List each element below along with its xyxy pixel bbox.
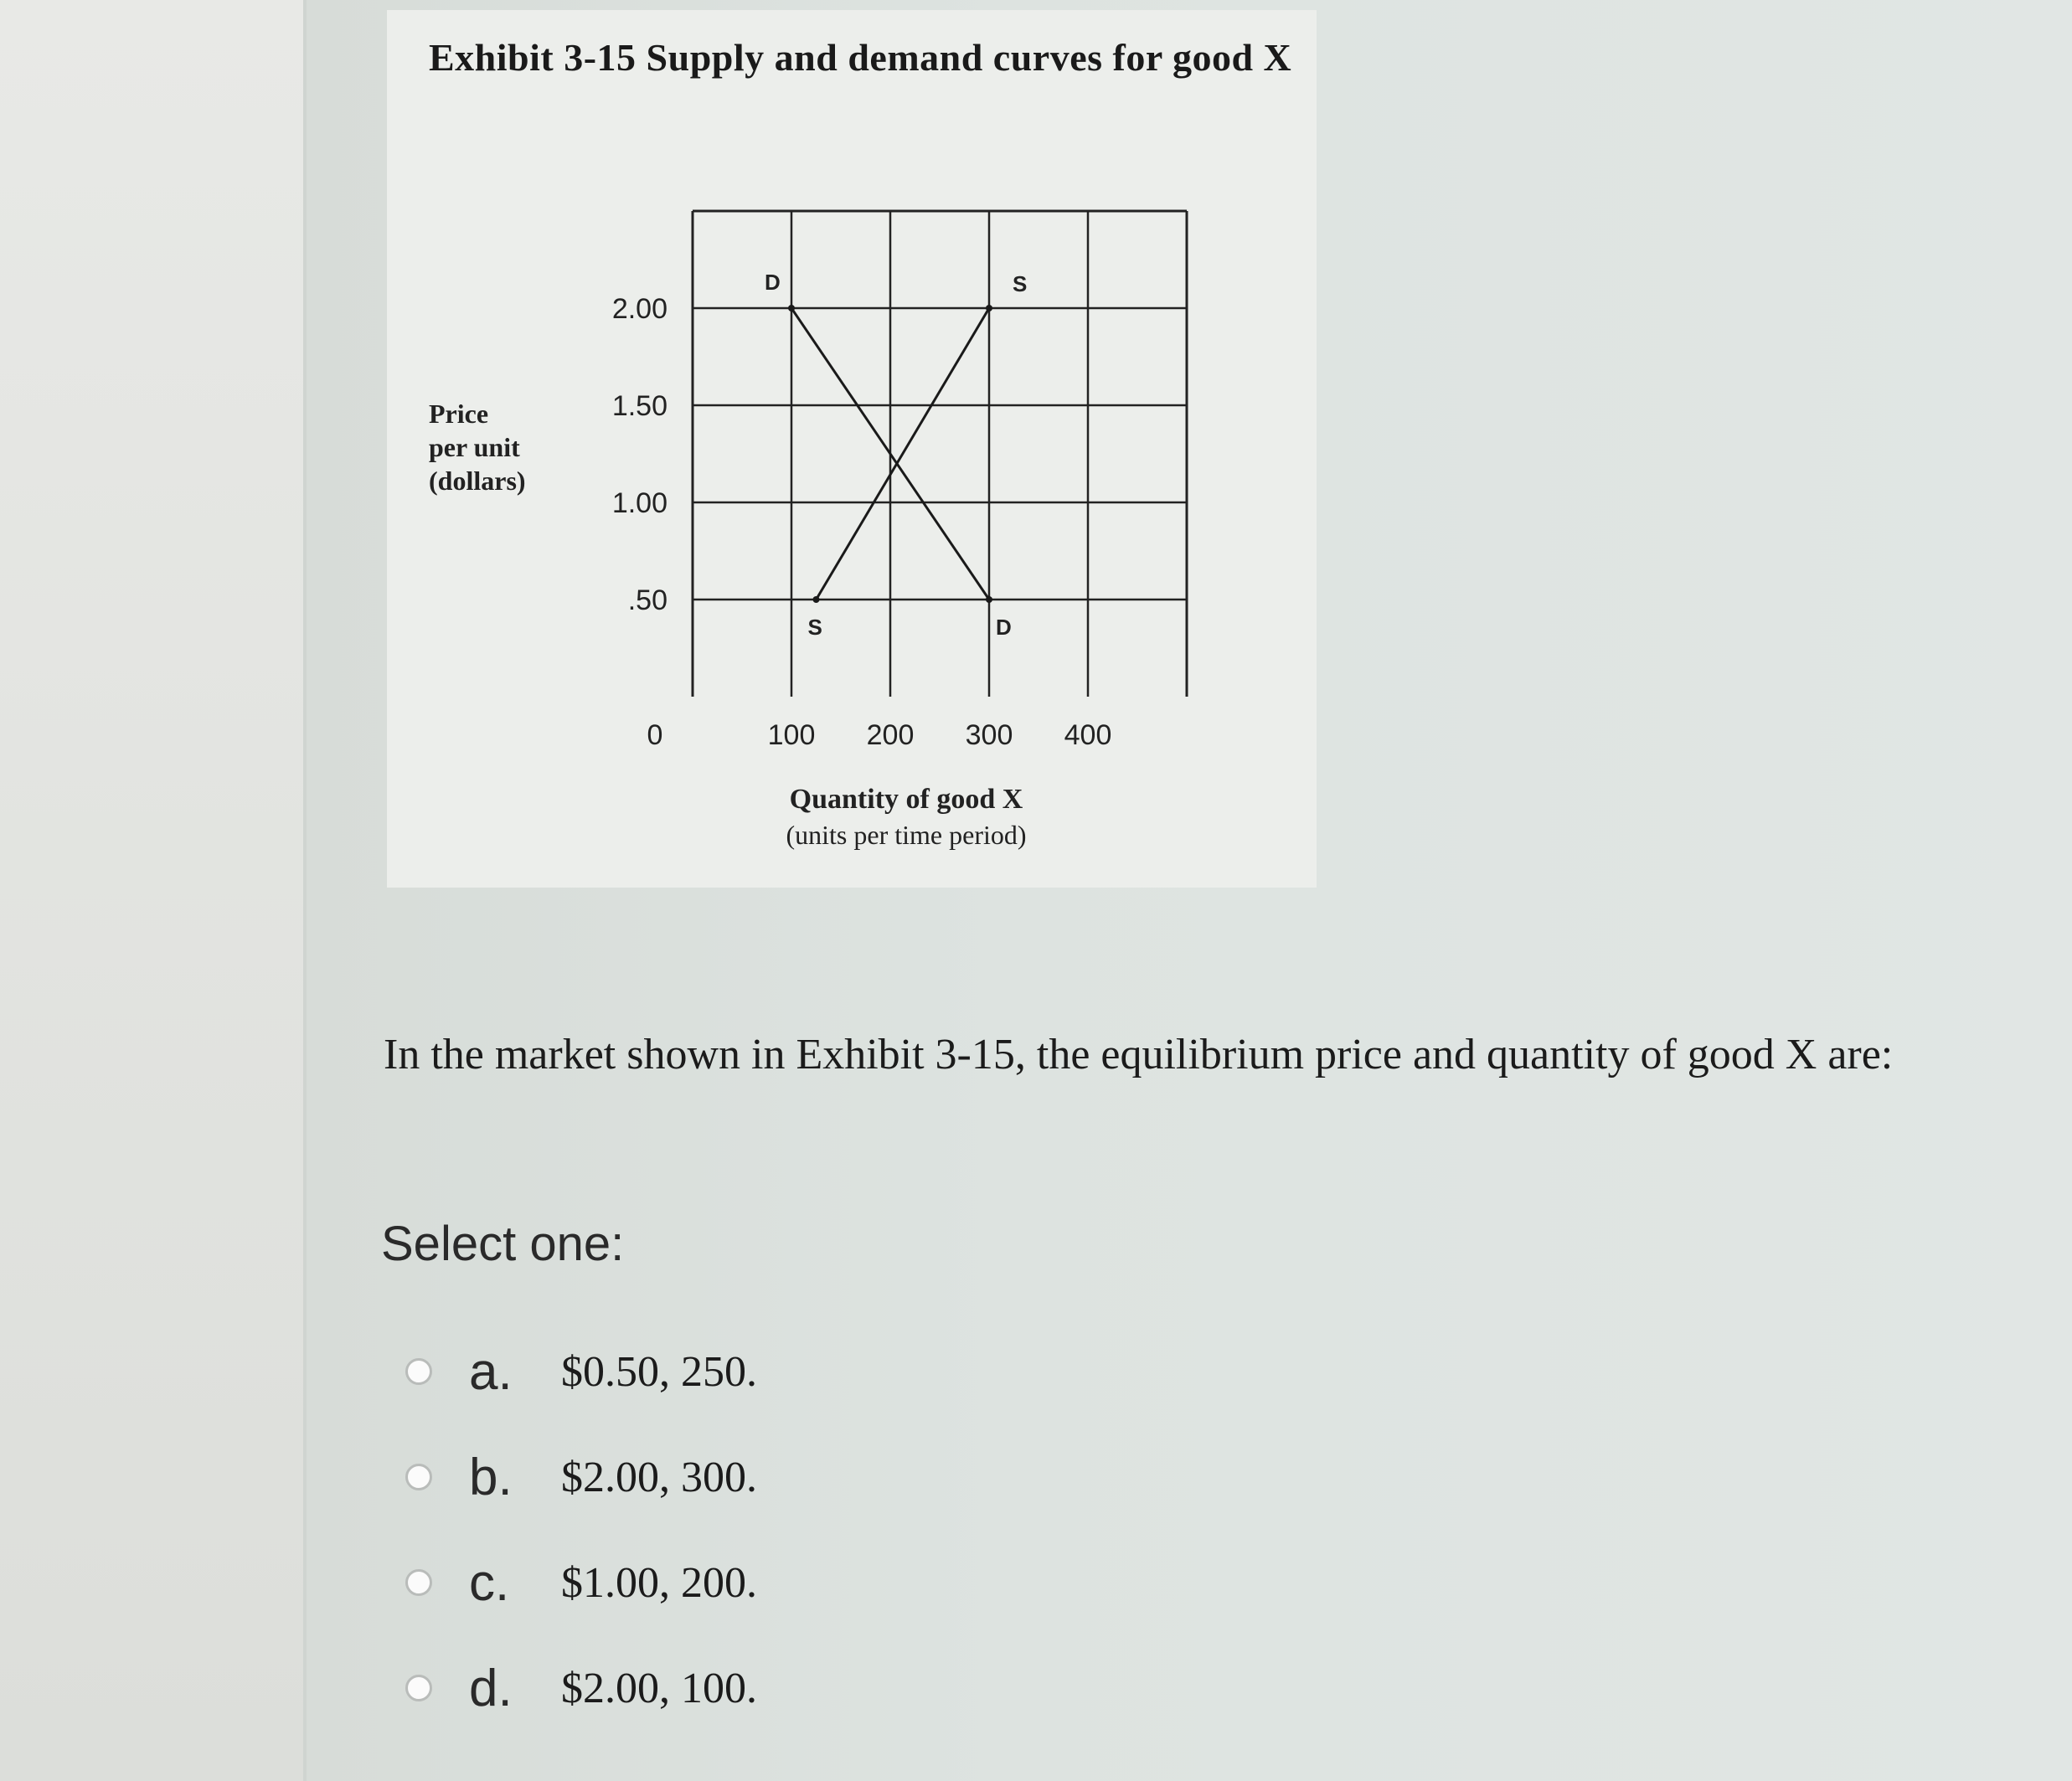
- supply-demand-chart: [387, 10, 1317, 888]
- radio-button[interactable]: [405, 1358, 432, 1385]
- radio-button[interactable]: [405, 1569, 432, 1596]
- curve-endpoint: [813, 596, 820, 603]
- answer-option-d[interactable]: [405, 1655, 757, 1722]
- exhibit-title: Exhibit 3-15 Supply and demand curves for good X: [429, 36, 1292, 79]
- x-tick-label: 300: [965, 719, 1013, 751]
- option-text: $2.00, 300.: [561, 1453, 757, 1501]
- curve-label-s: S: [1013, 271, 1028, 296]
- curve-endpoint: [788, 305, 795, 311]
- option-letter: d.: [469, 1659, 513, 1717]
- answer-option-a[interactable]: [405, 1338, 757, 1405]
- y-tick-label: 2.00: [611, 293, 667, 325]
- curve-endpoint: [986, 305, 992, 311]
- x-axis-label-line: Quantity of good X: [789, 784, 1023, 815]
- y-axis-label-line: (dollars): [429, 466, 526, 496]
- curve-s: [817, 308, 990, 600]
- curve-label-s: S: [807, 615, 822, 640]
- select-one-prompt: Select one:: [381, 1217, 625, 1271]
- left-margin: [0, 0, 307, 1781]
- x-axis-label: [722, 782, 1090, 852]
- x-tick-label: 400: [1064, 719, 1112, 751]
- answer-option-c[interactable]: [405, 1549, 757, 1616]
- option-text: $1.00, 200.: [561, 1558, 757, 1607]
- x-tick-label: 200: [866, 719, 915, 751]
- y-axis-label-line: Price: [429, 399, 489, 429]
- option-letter: b.: [469, 1448, 513, 1506]
- x-axis-label-subline: (units per time period): [786, 820, 1027, 850]
- x-tick-label: 0: [647, 719, 663, 751]
- y-axis-label-line: per unit: [429, 432, 520, 462]
- answer-option-b[interactable]: [405, 1444, 757, 1511]
- option-text: $0.50, 250.: [561, 1347, 757, 1396]
- radio-button[interactable]: [405, 1464, 432, 1490]
- curve-label-d: D: [996, 615, 1012, 640]
- question-text: In the market shown in Exhibit 3-15, the equilibrium price and quantity of good X are:: [384, 1031, 1894, 1078]
- y-tick-label: 1.50: [611, 390, 667, 422]
- option-letter: c.: [469, 1553, 510, 1612]
- curve-endpoint: [986, 596, 992, 603]
- exhibit-figure: [387, 10, 1317, 888]
- x-tick-label: 100: [767, 719, 816, 751]
- y-tick-label: .50: [627, 584, 667, 616]
- radio-button[interactable]: [405, 1675, 432, 1701]
- option-letter: a.: [469, 1342, 513, 1401]
- y-tick-label: 1.00: [611, 487, 667, 519]
- curve-label-d: D: [765, 270, 781, 295]
- option-text: $2.00, 100.: [561, 1664, 757, 1712]
